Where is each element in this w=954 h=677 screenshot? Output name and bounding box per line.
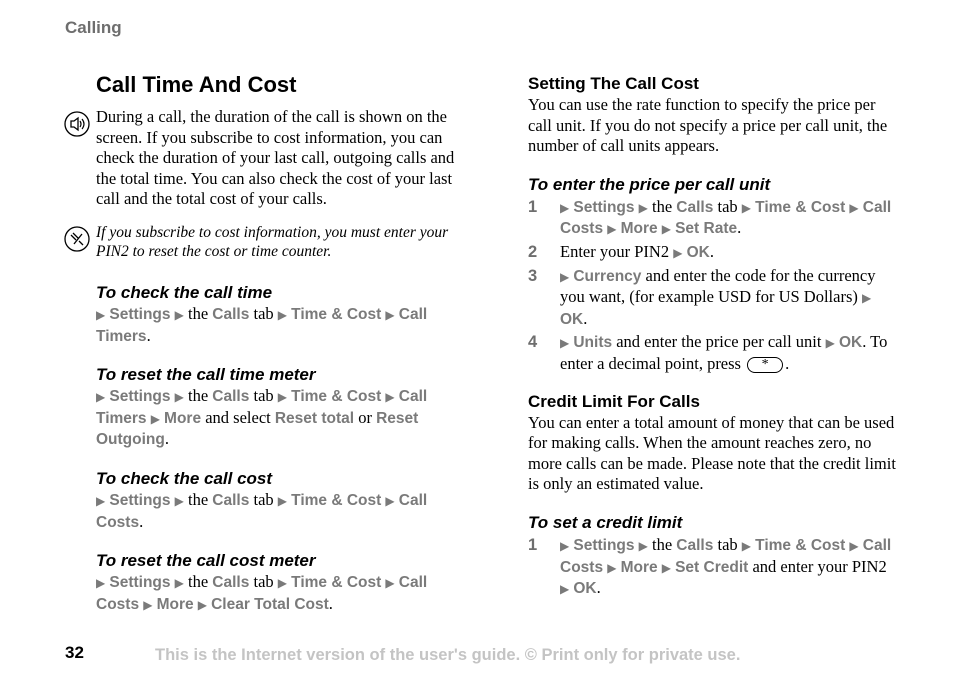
- instructions: ▶ Settings ▶ the Calls tab ▶ Time & Cost ▶ Call Timers ▶ More and select Reset total or Reset Outgoing.: [96, 386, 428, 449]
- section-reset-call-time: [96, 365, 468, 451]
- page-number: 32: [65, 643, 84, 662]
- section-heading: To set a credit limit: [528, 512, 683, 532]
- section-heading: To check the call time: [96, 282, 273, 302]
- tip-icon: [64, 226, 90, 252]
- step-1: 1 ▶ Settings ▶ the Calls tab ▶ Time & Cost ▶ Call Costs ▶ More ▶ Set Rate.: [528, 196, 892, 238]
- section-heading: To check the call cost: [96, 468, 273, 488]
- section-title: Credit Limit For Calls: [528, 391, 700, 411]
- section-label: Calling: [65, 18, 122, 37]
- right-column: [528, 74, 900, 600]
- instructions: ▶ Settings ▶ the Calls tab ▶ Time & Cost ▶ Call Costs.: [96, 489, 428, 531]
- instructions: ▶ Settings ▶ the Calls tab ▶ Time & Cost ▶ Call Costs ▶ More ▶ Clear Total Cost.: [96, 572, 428, 613]
- left-column: [96, 72, 468, 615]
- star-key-icon: *: [747, 357, 783, 373]
- section-heading: To enter the price per call unit: [528, 174, 771, 194]
- section-enter-price: [528, 175, 900, 375]
- footer-disclaimer: This is the Internet version of the user's guide. © Print only for private use.: [155, 646, 741, 664]
- speaker-icon: [64, 111, 90, 137]
- step-2: 2 Enter your PIN2 ▶ OK.: [528, 241, 714, 261]
- intro-paragraph: You can use the rate function to specify the price per call unit. If you do not specify a price per call unit, the number of call units appears.: [528, 95, 888, 156]
- section-check-call-cost: [96, 469, 468, 533]
- step-4: 4 ▶ Units and enter the price per call unit ▶ OK. To enter a decimal point, press * .: [528, 332, 888, 373]
- section-title: Setting The Call Cost: [528, 74, 699, 93]
- section-credit-limit: [528, 392, 900, 600]
- section-reset-call-cost: [96, 551, 468, 615]
- step-3: 3 ▶ Currency and enter the code for the currency you want, (for example USD for US Dollars) ▶ OK.: [528, 265, 876, 328]
- instructions: ▶ Settings ▶ the Calls tab ▶ Time & Cost ▶ Call Timers.: [96, 303, 428, 345]
- intro-paragraph: During a call, the duration of the call is shown on the screen. If you subscribe to cost information, you can check the duration of your last call, outgoing calls and the total time. You can also check the cost of your last call and the total cost of your calls.: [96, 107, 455, 209]
- section-heading: To reset the call cost meter: [96, 551, 316, 571]
- section-heading: To reset the call time meter: [96, 365, 316, 385]
- step-1: 1 ▶ Settings ▶ the Calls tab ▶ Time & Cost ▶ Call Costs ▶ More ▶ Set Credit and enter your PIN2 ▶ OK.: [528, 534, 892, 598]
- page-title: Call Time And Cost: [96, 72, 297, 97]
- section-check-call-time: [96, 283, 468, 347]
- credit-paragraph: You can enter a total amount of money that can be used for making calls. When the amount reaches zero, no more calls can be made. Please note that the credit limit is only an estimated value.: [528, 412, 896, 494]
- tip-note: If you subscribe to cost information, you must enter your PIN2 to reset the cost or time counter.: [96, 223, 449, 260]
